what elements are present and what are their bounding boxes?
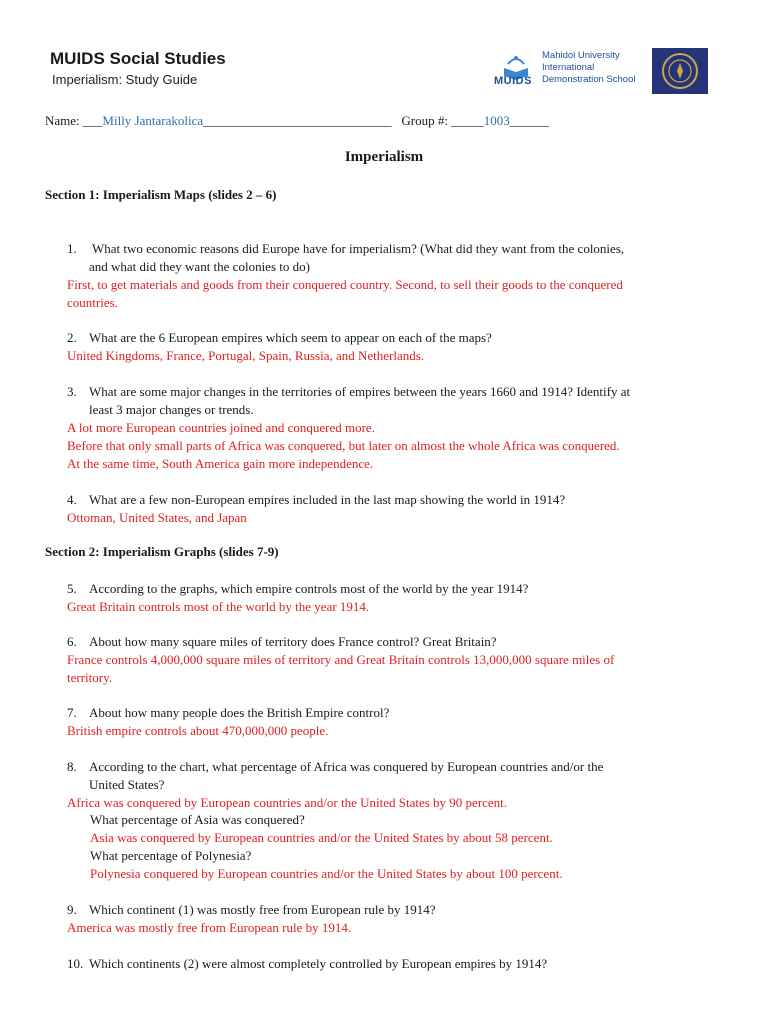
school-seal xyxy=(652,48,708,94)
name-group-row: Name: ___Milly Jantarakolica_____________________________ Group #: _____1003______ xyxy=(45,113,549,128)
question-7: 7. About how many people does the British Empire control? xyxy=(67,705,390,720)
question-8: 8. According to the chart, what percentage of Africa was conquered by European countries and/or the United States? xyxy=(67,759,604,792)
question-5: 5. According to the graphs, which empire controls most of the world by the year 1914? xyxy=(67,581,529,596)
group-number: 1003 xyxy=(483,113,510,128)
sub-answer-polynesia: Polynesia conquered by European countries and/or the United States by about 100 percent. xyxy=(90,866,563,881)
answer-1: First, to get materials and goods from their conquered country. Second, to sell their goods to the conquered countries. xyxy=(67,277,623,310)
question-6: 6. About how many square miles of territory does France control? Great Britain? xyxy=(67,634,497,649)
question-9: 9. Which continent (1) was mostly free from European rule by 1914? xyxy=(67,902,436,917)
question-10: 10. Which continents (2) were almost completely controlled by European empires by 1914? xyxy=(67,956,548,971)
header-subtitle: Imperialism: Study Guide xyxy=(52,72,198,87)
answer-4: Ottoman, United States, and Japan xyxy=(67,510,247,525)
sub-answer-asia: Asia was conquered by European countries and/or the United States by about 58 percent. xyxy=(90,830,553,845)
section-2-heading: Section 2: Imperialism Graphs (slides 7-9) xyxy=(45,544,279,559)
answer-7: British empire controls about 470,000,000 people. xyxy=(67,723,329,738)
answer-6: France controls 4,000,000 square miles of territory and Great Britain controls 13,000,000 square miles of territory. xyxy=(67,652,615,685)
seal-emblem-icon xyxy=(652,48,708,94)
answer-2: United Kingdoms, France, Portugal, Spain, Russia, and Netherlands. xyxy=(67,348,425,363)
answer-9: America was mostly free from European rule by 1914. xyxy=(67,920,352,935)
question-2: 2. What are the 6 European empires which seem to appear on each of the maps? xyxy=(67,330,492,345)
logo-wordmark: MUIDS xyxy=(494,75,532,87)
answer-5: Great Britain controls most of the world by the year 1914. xyxy=(67,599,370,614)
question-1: 1. What two economic reasons did Europe have for imperialism? (What did they want from the colonies, and what did they want the colonies to do) xyxy=(67,241,625,274)
document-title: Imperialism xyxy=(344,149,424,165)
sub-question-asia: What percentage of Asia was conquered? xyxy=(90,812,305,827)
school-logo xyxy=(494,48,709,94)
student-name: Milly Jantarakolica xyxy=(102,113,204,128)
sub-question-polynesia: What percentage of Polynesia? xyxy=(90,848,252,863)
question-4: 4. What are a few non-European empires included in the last map showing the world in 1914? xyxy=(67,492,566,507)
header-title: MUIDS Social Studies xyxy=(50,49,226,68)
section-1-heading: Section 1: Imperialism Maps (slides 2 – 6) xyxy=(45,187,277,202)
answer-8: Africa was conquered by European countries and/or the United States by 90 percent. xyxy=(67,795,508,810)
answer-3: A lot more European countries joined and conquered more. Before that only small parts of Africa was conquered, but later on almost the whole Africa was conquered. At the same time, South America gain more independence. xyxy=(67,420,620,471)
question-3: 3. What are some major changes in the territories of empires between the years 1660 and 1914? Identify at least 3 major changes or trends. xyxy=(67,384,631,417)
logo-school-name: Mahidol University International Demonstration School xyxy=(542,50,636,85)
